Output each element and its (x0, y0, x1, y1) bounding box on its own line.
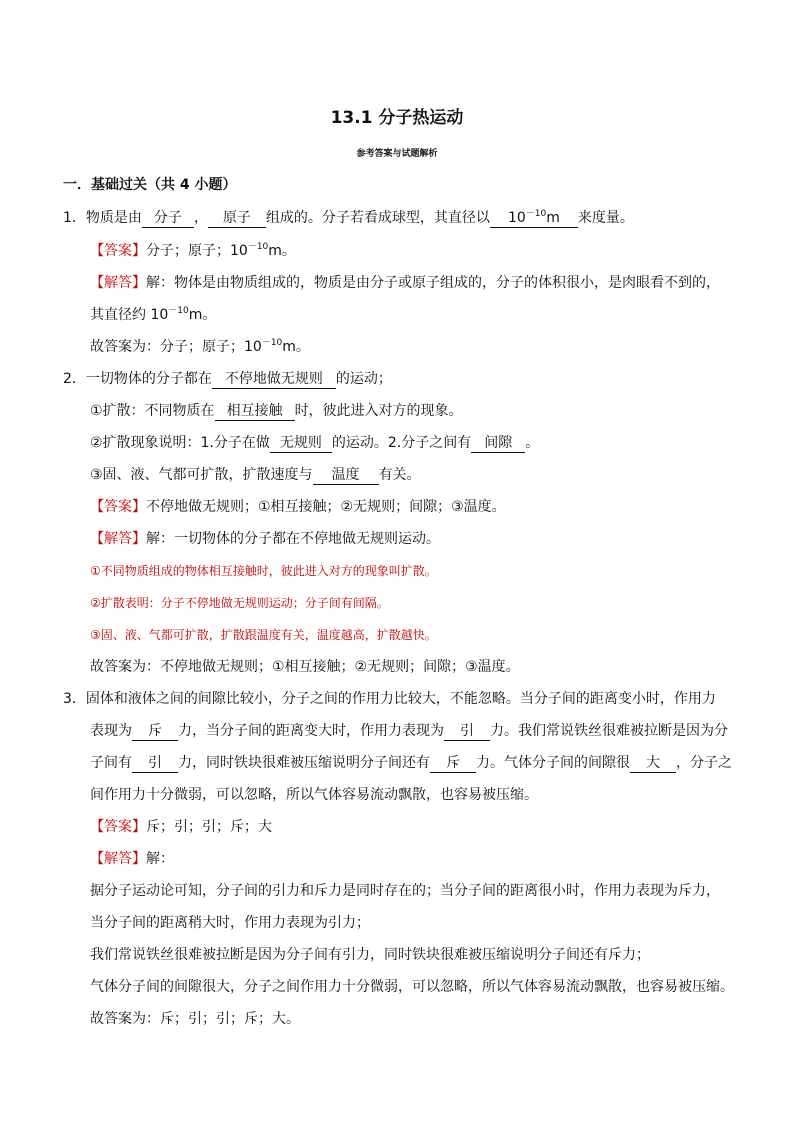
sub-item-text: ③固、液、气都可扩散，扩散速度与 (90, 467, 313, 483)
blank-answer: 不停地做无规则 (212, 370, 336, 389)
question-number: 1． (63, 210, 86, 226)
question-3-line-4: 间作用力十分微弱，可以忽略，所以气体容易流动飘散，也容易被压缩。 (90, 787, 538, 803)
question-text: 力，当分子间的距离变大时，作用力表现为 (178, 723, 444, 739)
sub-item-text: 。 (525, 435, 540, 451)
analysis-line: 当分子间的距离稍大时，作用力表现为引力； (90, 915, 370, 931)
question-text: 组成的。分子若看成球型，其直径以 (265, 210, 490, 226)
question-text: 的运动； (335, 371, 392, 387)
blank-answer: 斥 (132, 722, 178, 741)
sub-item-1 (90, 401, 463, 421)
answer-exponent: －10 (247, 242, 269, 252)
analysis-line: 气体分子间的间隙很大，分子之间作用力十分微弱，可以忽略，所以气体容易流动飘散，也容易被压缩。 (90, 979, 734, 995)
analysis-tag: 【解答】 (90, 531, 146, 547)
analysis-line: 据分子运动论可知，分子间的引力和斥力是同时存在的；当分子间的距离很小时，作用力表现为斥力， (90, 883, 720, 899)
final-answer-text: m。 (282, 339, 310, 355)
sub-item-text: 有关。 (378, 467, 421, 483)
analysis-text: 解： (146, 851, 174, 867)
sub-item-text: ①扩散：不同物质在 (90, 403, 215, 419)
blank-answer: 引 (132, 754, 178, 773)
answer-tag: 【答案】 (90, 819, 146, 835)
page-title: 13.1 分子热运动 (330, 108, 464, 128)
blank-unit: m (546, 210, 560, 226)
final-answer-line: 故答案为：不停地做无规则；①相互接触；②无规则；间隙；③温度。 (90, 659, 520, 675)
sub-item-text: 的运动。2.分子之间有 (331, 435, 472, 451)
section-heading: 一．基础过关（共 4 小题） (63, 177, 237, 193)
question-text: 力，同时铁块很难被压缩说明分子间还有 (178, 755, 430, 771)
analysis-text: 其直径约 10 (90, 307, 169, 323)
analysis-line: ③固、液、气都可扩散，扩散跟温度有关，温度越高，扩散越快。 (90, 628, 437, 642)
answer-line (90, 241, 296, 261)
sub-item-text: 时，彼此进入对方的现象。 (294, 403, 463, 419)
answer-line (90, 497, 506, 517)
analysis-line (90, 849, 174, 869)
question-text: 表现为 (90, 723, 132, 739)
answer-text: m。 (268, 243, 296, 259)
analysis-line (90, 273, 720, 293)
analysis-line: ②扩散表明：分子不停地做无规则运动；分子间有间隔。 (90, 596, 389, 610)
answer-text: 分子；原子；10 (146, 243, 248, 259)
analysis-exponent: －10 (168, 306, 189, 316)
blank-answer: 分子 (142, 209, 194, 228)
blank-answer: 相互接触 (215, 402, 295, 421)
answer-text: 斥；引；引；斥；大 (146, 819, 272, 835)
blank-answer: 原子 (208, 209, 266, 228)
final-answer-text: 故答案为：分子；原子；10 (90, 339, 262, 355)
question-text: 物质是由 (85, 210, 142, 226)
analysis-text: m。 (188, 307, 217, 323)
sub-item-3 (90, 465, 421, 485)
blank-answer: 引 (444, 722, 490, 741)
blank-answer: 大 (630, 754, 676, 773)
answer-line (90, 817, 272, 837)
question-2 (63, 369, 392, 389)
analysis-line (90, 305, 216, 325)
analysis-text: 解：物体是由物质组成的，物质是由分子或原子组成的，分子的体积很小，是肉眼看不到的， (146, 275, 720, 291)
final-answer-line: 故答案为：斥；引；引；斥；大。 (90, 1011, 300, 1027)
blank-answer: 无规则 (270, 434, 332, 453)
blank-answer (490, 209, 578, 228)
question-3 (63, 689, 716, 709)
question-3-line-2 (90, 721, 728, 741)
analysis-line: ①不同物质组成的物体相互接触时，彼此进入对方的现象叫扩散。 (90, 564, 437, 578)
final-answer-line (90, 337, 310, 357)
sub-item-2 (90, 433, 539, 453)
answer-tag: 【答案】 (90, 499, 146, 515)
blank-answer: 间隙 (471, 434, 525, 453)
question-text: 子间有 (90, 755, 132, 771)
analysis-tag: 【解答】 (90, 275, 146, 291)
question-text: 一切物体的分子都在 (85, 371, 212, 387)
blank-exponent: －10 (525, 209, 547, 219)
page-subtitle: 参考答案与试题解析 (356, 149, 438, 159)
sub-item-text: ②扩散现象说明：1.分子在做 (90, 435, 270, 451)
analysis-tag: 【解答】 (90, 851, 146, 867)
question-text: ，分子之 (676, 755, 732, 771)
blank-answer: 斥 (430, 754, 476, 773)
question-number: 2． (63, 371, 86, 387)
question-number: 3． (63, 691, 86, 707)
analysis-text: 解：一切物体的分子都在不停地做无规则运动。 (146, 531, 440, 547)
final-answer-exponent: －10 (261, 338, 283, 348)
question-1 (63, 208, 634, 228)
answer-text: 不停地做无规则；①相互接触；②无规则；间隙；③温度。 (146, 499, 506, 515)
question-text: 来度量。 (577, 210, 634, 226)
analysis-line (90, 529, 440, 549)
blank-base: 10 (507, 210, 526, 226)
question-3-line-3 (90, 753, 732, 773)
question-text: 力。气体分子间的间隙很 (476, 755, 630, 771)
analysis-line: 我们常说铁丝很难被拉断是因为分子间有引力，同时铁块很难被压缩说明分子间还有斥力； (90, 947, 650, 963)
question-text: ， (193, 210, 208, 226)
question-text: 力。我们常说铁丝很难被拉断是因为分 (490, 723, 728, 739)
answer-tag: 【答案】 (90, 243, 146, 259)
blank-answer: 温度 (313, 466, 379, 485)
question-text: 固体和液体之间的间隙比较小，分子之间的作用力比较大，不能忽略。当分子间的距离变小时，作用力 (85, 691, 716, 707)
